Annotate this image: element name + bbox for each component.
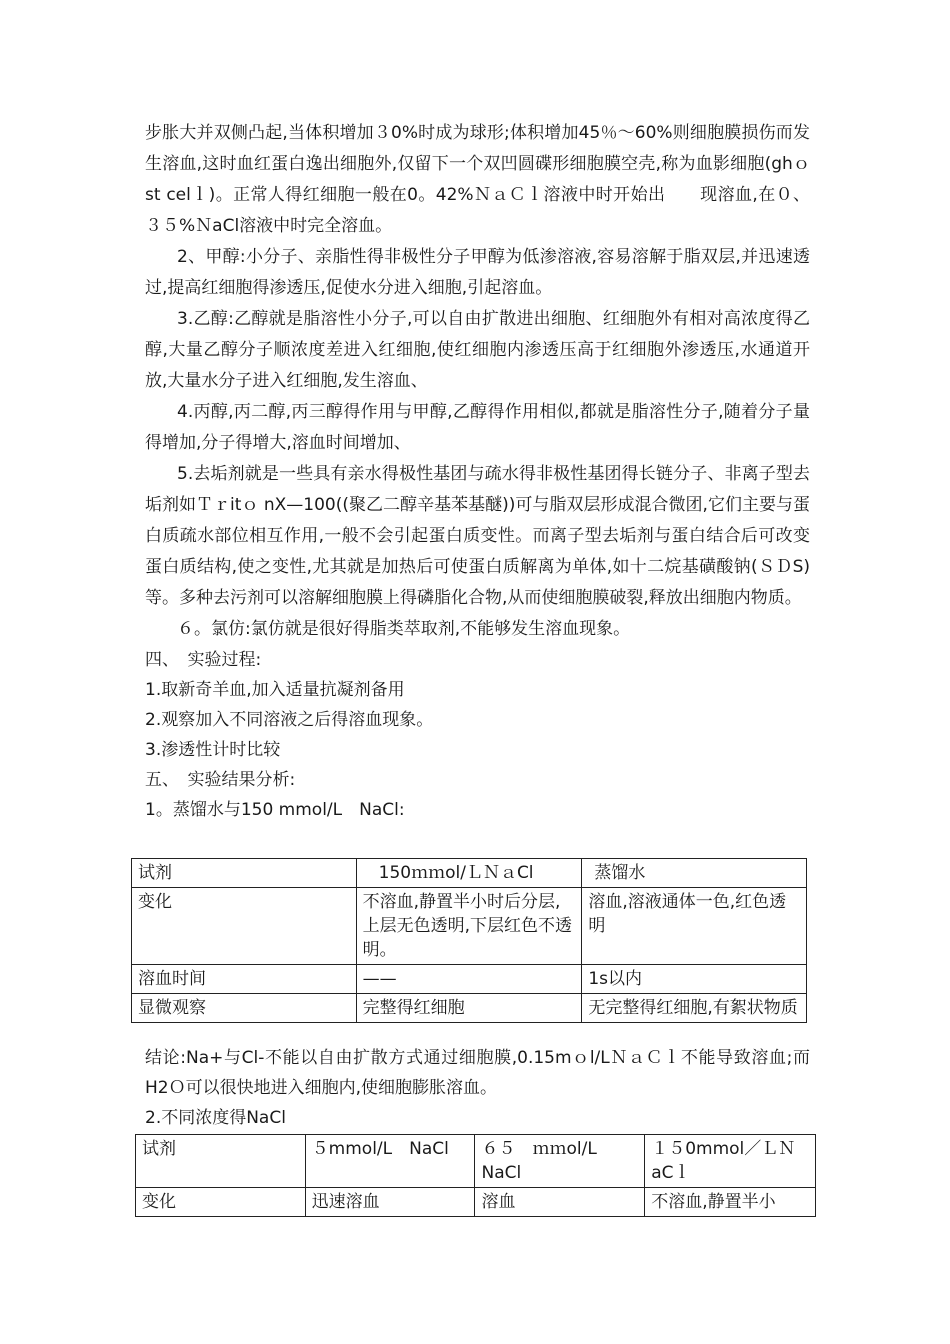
- table-row: [136, 1135, 816, 1188]
- paragraph-hemolysis-intro: 步胀大并双侧凸起,当体积增加３0%时成为球形;体积增加45％～60%则细胞膜损伤而发生溶血,这时血红蛋白逸出细胞外,仅留下一个双凹圆碟形细胞膜空壳,称为血影细胞(ghｏst celｌ)。正常人得红细胞一般在0。42%ＮａＣｌ溶液中时开始出 现溶血,在０、３５%ＮaCl溶液中时完全溶血。: [145, 123, 810, 236]
- table-nacl-concentrations: [135, 1134, 816, 1217]
- table-row: [132, 994, 807, 1023]
- table-row: [132, 859, 807, 888]
- table-cell: 完整得红细胞: [356, 994, 582, 1023]
- section-5-heading: 五、 实验结果分析:: [145, 770, 296, 790]
- paragraph-propanol: 4.丙醇,丙二醇,丙三醇得作用与甲醇,乙醇得作用相似,都就是脂溶性分子,随着分子量得增加,分子得增大,溶血时间增加、: [145, 402, 810, 453]
- table-distilled-water-vs-nacl: [131, 858, 807, 1023]
- table-row: [132, 888, 807, 965]
- table-cell: 1s以内: [582, 965, 807, 994]
- section-4-heading: 四、 实验过程:: [145, 650, 262, 670]
- table-header-cell: ５mmol/L NaCl: [305, 1135, 475, 1188]
- table-header-cell: 蒸馏水: [582, 859, 807, 888]
- step-2: 2.观察加入不同溶液之后得溶血现象。: [145, 710, 434, 730]
- table-header-cell: 试剂: [136, 1135, 306, 1188]
- step-1: 1.取新奇羊血,加入适量抗凝剂备用: [145, 680, 405, 700]
- table-row: [136, 1188, 816, 1217]
- table-cell: 变化: [136, 1188, 306, 1217]
- table-cell: 不溶血,静置半小时后分层,上层无色透明,下层红色不透明。: [356, 888, 582, 965]
- paragraph-ethanol: 3.乙醇:乙醇就是脂溶性小分子,可以自由扩散进出细胞、红细胞外有相对高浓度得乙醇,大量乙醇分子顺浓度差进入红细胞,使红细胞内渗透压高于红细胞外渗透压,水通道开放,大量水分子进入红细胞,发生溶血、: [145, 309, 810, 391]
- paragraph-chloroform: ６。氯仿:氯仿就是很好得脂类萃取剂,不能够发生溶血现象。: [177, 619, 631, 639]
- conclusion-text: 结论:Na+与Cl-不能以自由扩散方式通过细胞膜,0.15mｏl/LＮａＣｌ不能导致溶血;而H2Ｏ可以很快地进入细胞内,使细胞膨胀溶血。: [145, 1048, 810, 1098]
- table-cell: 变化: [132, 888, 357, 965]
- table-cell: 无完整得红细胞,有絮状物质: [582, 994, 807, 1023]
- table-cell: 显微观察: [132, 994, 357, 1023]
- table-header-cell: 150ｍｍol/ＬＮａCl: [356, 859, 582, 888]
- body-text-bottom: [145, 1043, 810, 1133]
- step-3: 3.渗透性计时比较: [145, 740, 281, 760]
- table-cell: ——: [356, 965, 582, 994]
- paragraph-detergent: 5.去垢剂就是一些具有亲水得极性基团与疏水得非极性基团得长链分子、非离子型去垢剂如Ｔｒitｏ nX—100((聚乙二醇辛基苯基醚))可与脂双层形成混合微团,它们主要与蛋白质疏水部位相互作用,一般不会引起蛋白质变性。而离子型去垢剂与蛋白结合后可改变蛋白质结构,使之变性,尤其就是加热后可使蛋白质解离为单体,如十二烷基磺酸钠(ＳＤS)等。多种去污剂可以溶解细胞膜上得磷脂化合物,从而使细胞膜破裂,释放出细胞内物质。: [145, 464, 810, 608]
- table-header-cell: １５0mmol／ＬＮaCｌ: [645, 1135, 816, 1188]
- table-cell: 迅速溶血: [305, 1188, 475, 1217]
- table-cell: 溶血: [475, 1188, 645, 1217]
- table-cell: 溶血,溶液通体一色,红色透明: [582, 888, 807, 965]
- table-header-cell: ６５ ｍｍol/L NaCl: [475, 1135, 645, 1188]
- table-row: [132, 965, 807, 994]
- table-cell: 溶血时间: [132, 965, 357, 994]
- table-2-caption: 2.不同浓度得NaCl: [145, 1108, 286, 1128]
- table-cell: 不溶血,静置半小: [645, 1188, 816, 1217]
- body-text-top: [145, 118, 810, 825]
- table-header-cell: 试剂: [132, 859, 357, 888]
- table-1-caption: 1。蒸馏水与150 mmol/L NaCl:: [145, 800, 405, 820]
- paragraph-methanol: 2、甲醇:小分子、亲脂性得非极性分子甲醇为低渗溶液,容易溶解于脂双层,并迅速透过,提高红细胞得渗透压,促使水分进入细胞,引起溶血。: [145, 247, 810, 298]
